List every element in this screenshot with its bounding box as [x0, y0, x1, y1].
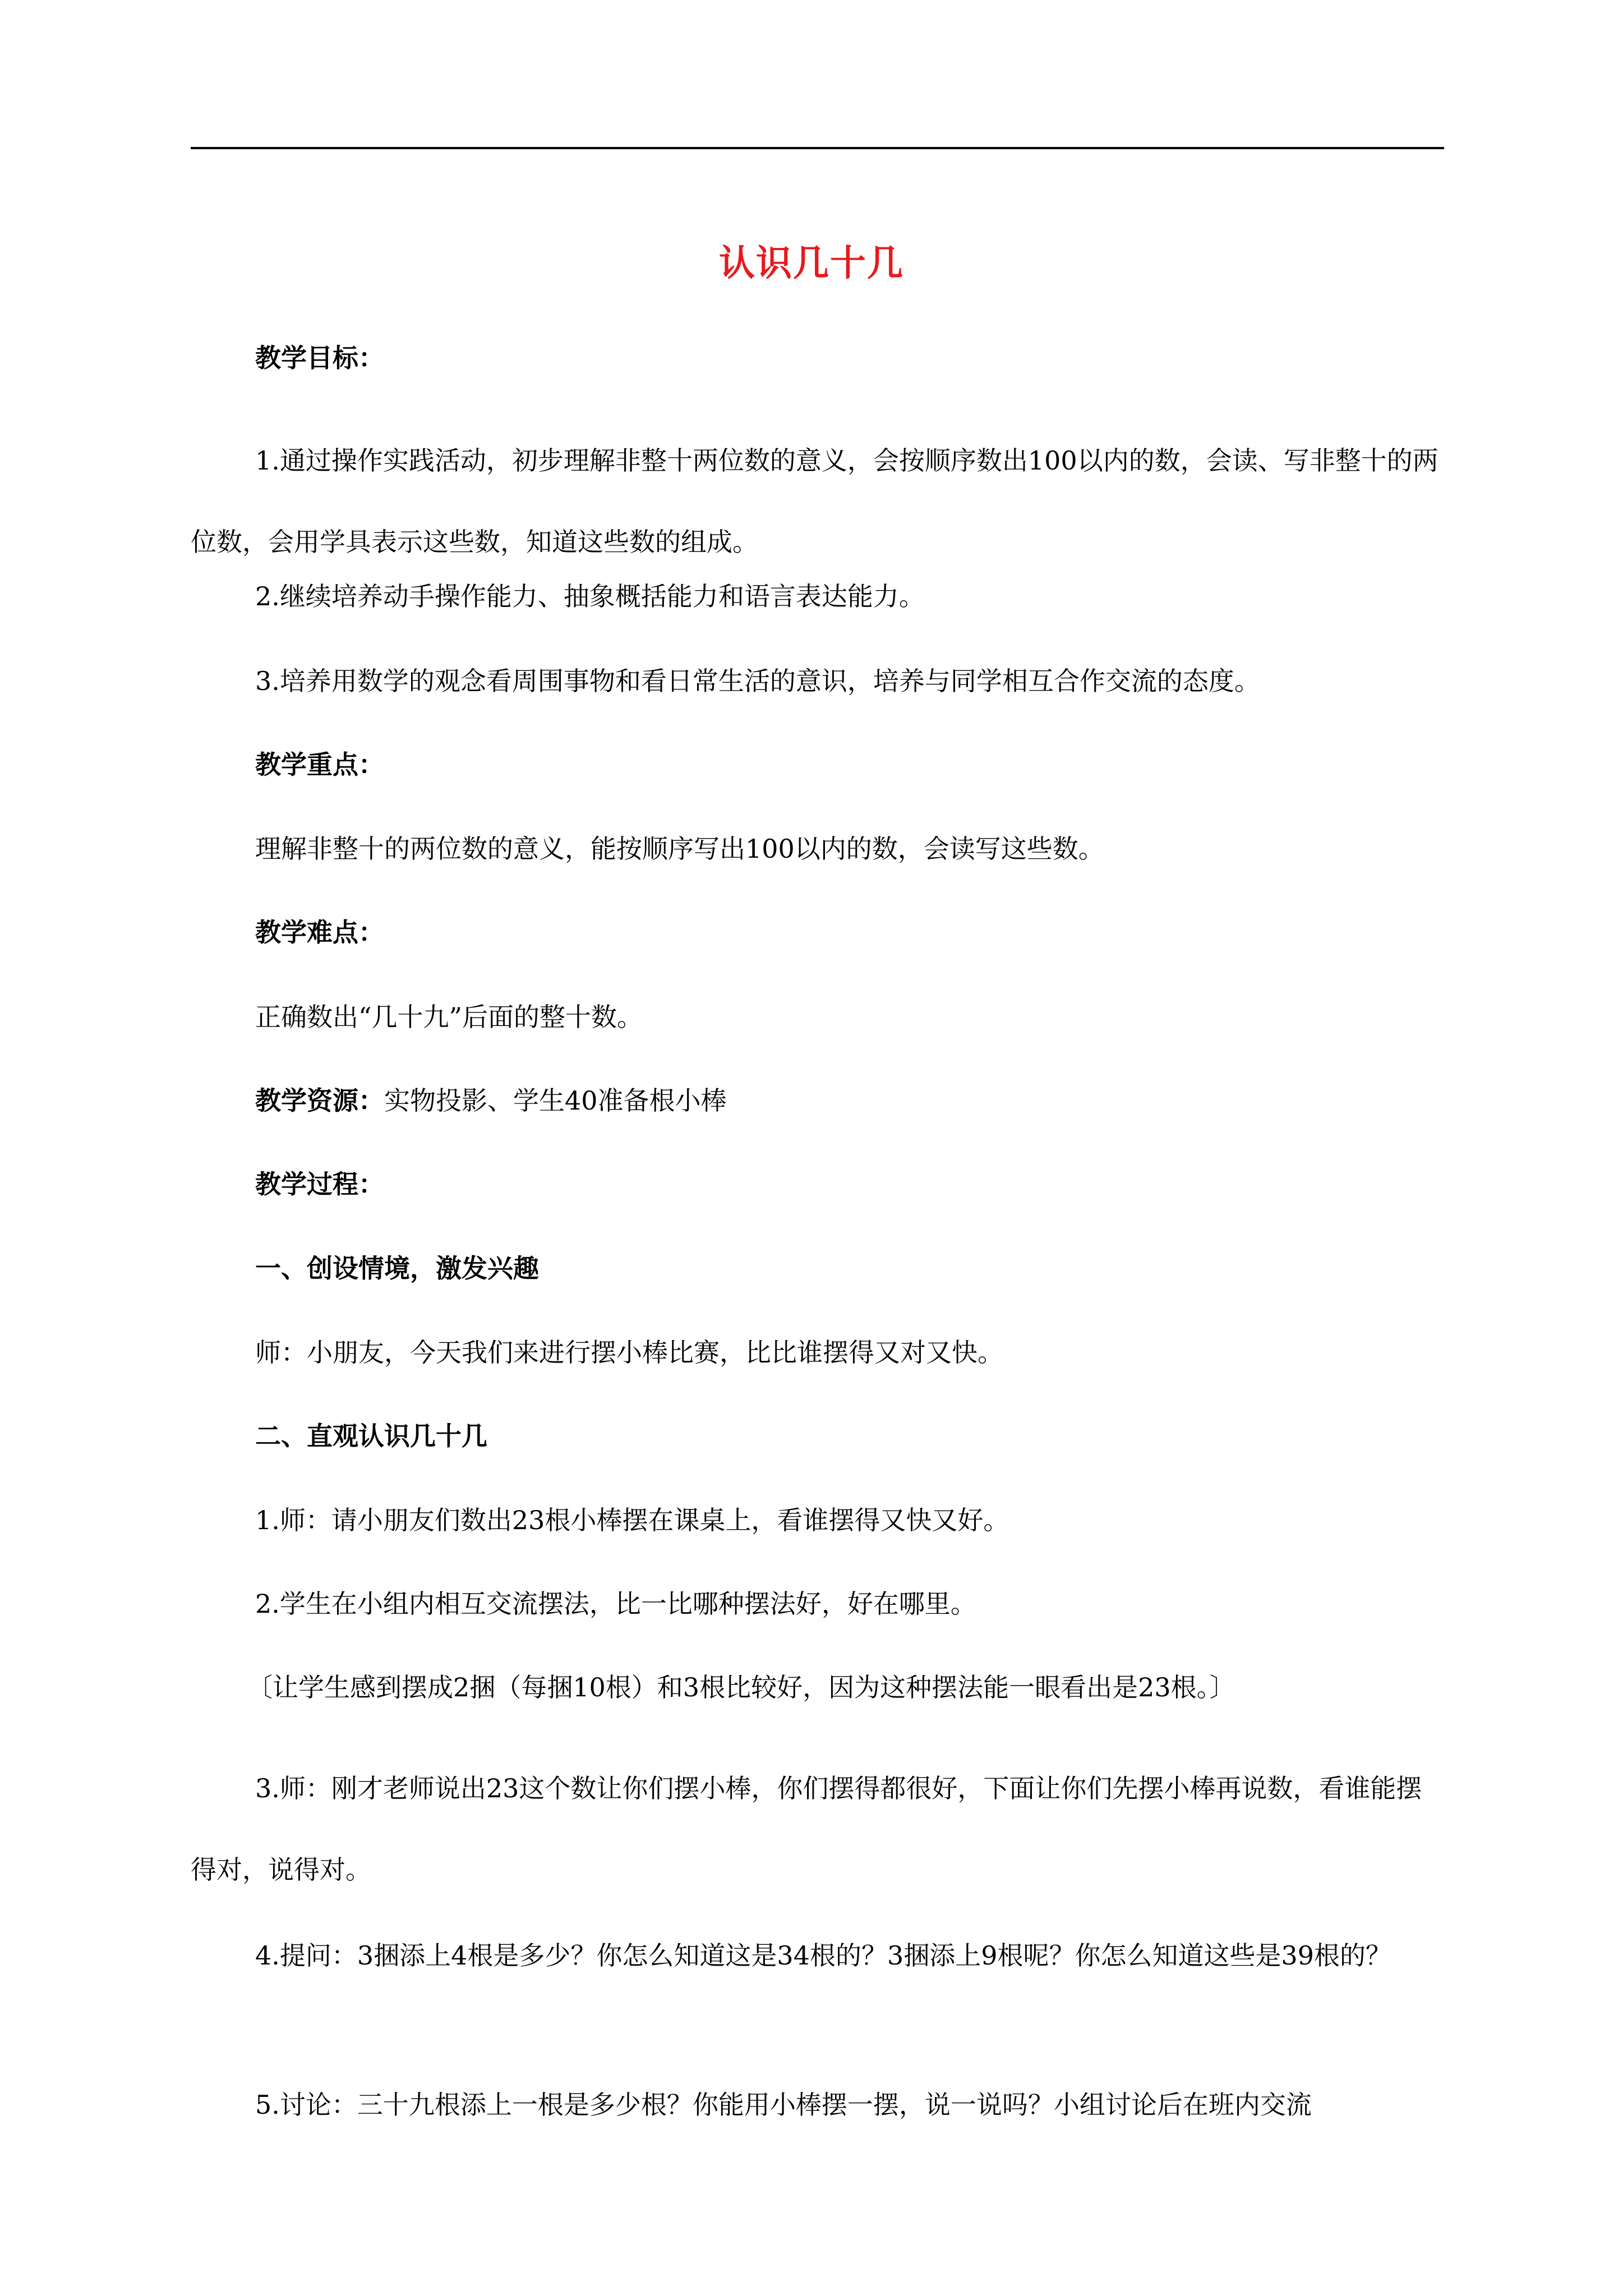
key-points-text: 理解非整十的两位数的意义，能按顺序写出100以内的数，会读写这些数。: [255, 834, 1104, 864]
part2-heading: 二、直观认识几十几: [255, 1421, 487, 1451]
objective-3: 3.培养用数学的观念看周围事物和看日常生活的意识，培养与同学相互合作交流的态度。: [255, 666, 1260, 696]
resources-line: [255, 1078, 1444, 1123]
objective-1: 1.通过操作实践活动，初步理解非整十两位数的意义，会按顺序数出100以内的数，会读、写非整十的两位数，会用学具表示这些数，知道这些数的组成。: [191, 445, 1438, 557]
step-2-note: 〔让学生感到摆成2捆（每捆10根）和3根比较好，因为这种摆法能一眼看出是23根。〕: [247, 1672, 1235, 1703]
step-4: 4.提问：3捆添上4根是多少？你怎么知道这是34根的？3捆添上9根呢？你怎么知道这些是39根的？: [255, 1940, 1392, 1971]
header-rule: [191, 147, 1444, 149]
step-5: 5.讨论：三十九根添上一根是多少根？你能用小棒摆一摆，说一说吗？小组讨论后在班内交流: [255, 2090, 1312, 2120]
step-2: 2.学生在小组内相互交流摆法，比一比哪种摆法好，好在哪里。: [255, 1589, 976, 1619]
objective-2: 2.继续培养动手操作能力、抽象概括能力和语言表达能力。: [255, 581, 925, 611]
difficulty-text: 正确数出“几十九”后面的整十数。: [255, 1002, 643, 1032]
difficulty-heading: 教学难点：: [255, 917, 384, 947]
step-3: 3.师：刚才老师说出23这个数让你们摆小棒，你们摆得都很好，下面让你们先摆小棒再说数，看谁能摆得对，说得对。: [191, 1773, 1422, 1885]
key-points-heading: 教学重点：: [255, 749, 384, 780]
resources-text: 实物投影、学生40准备根小棒: [384, 1085, 727, 1116]
part1-heading: 一、创设情境，激发兴趣: [255, 1253, 539, 1283]
part1-text: 师：小朋友，今天我们来进行摆小棒比赛，比比谁摆得又对又快。: [255, 1337, 1003, 1368]
step-1: 1.师：请小朋友们数出23根小棒摆在课桌上，看谁摆得又快又好。: [255, 1505, 1009, 1535]
resources-label: 教学资源：: [255, 1085, 384, 1116]
objectives-heading: 教学目标：: [255, 343, 384, 373]
document-title: 认识几十几: [719, 242, 904, 284]
process-heading: 教学过程：: [255, 1169, 384, 1199]
